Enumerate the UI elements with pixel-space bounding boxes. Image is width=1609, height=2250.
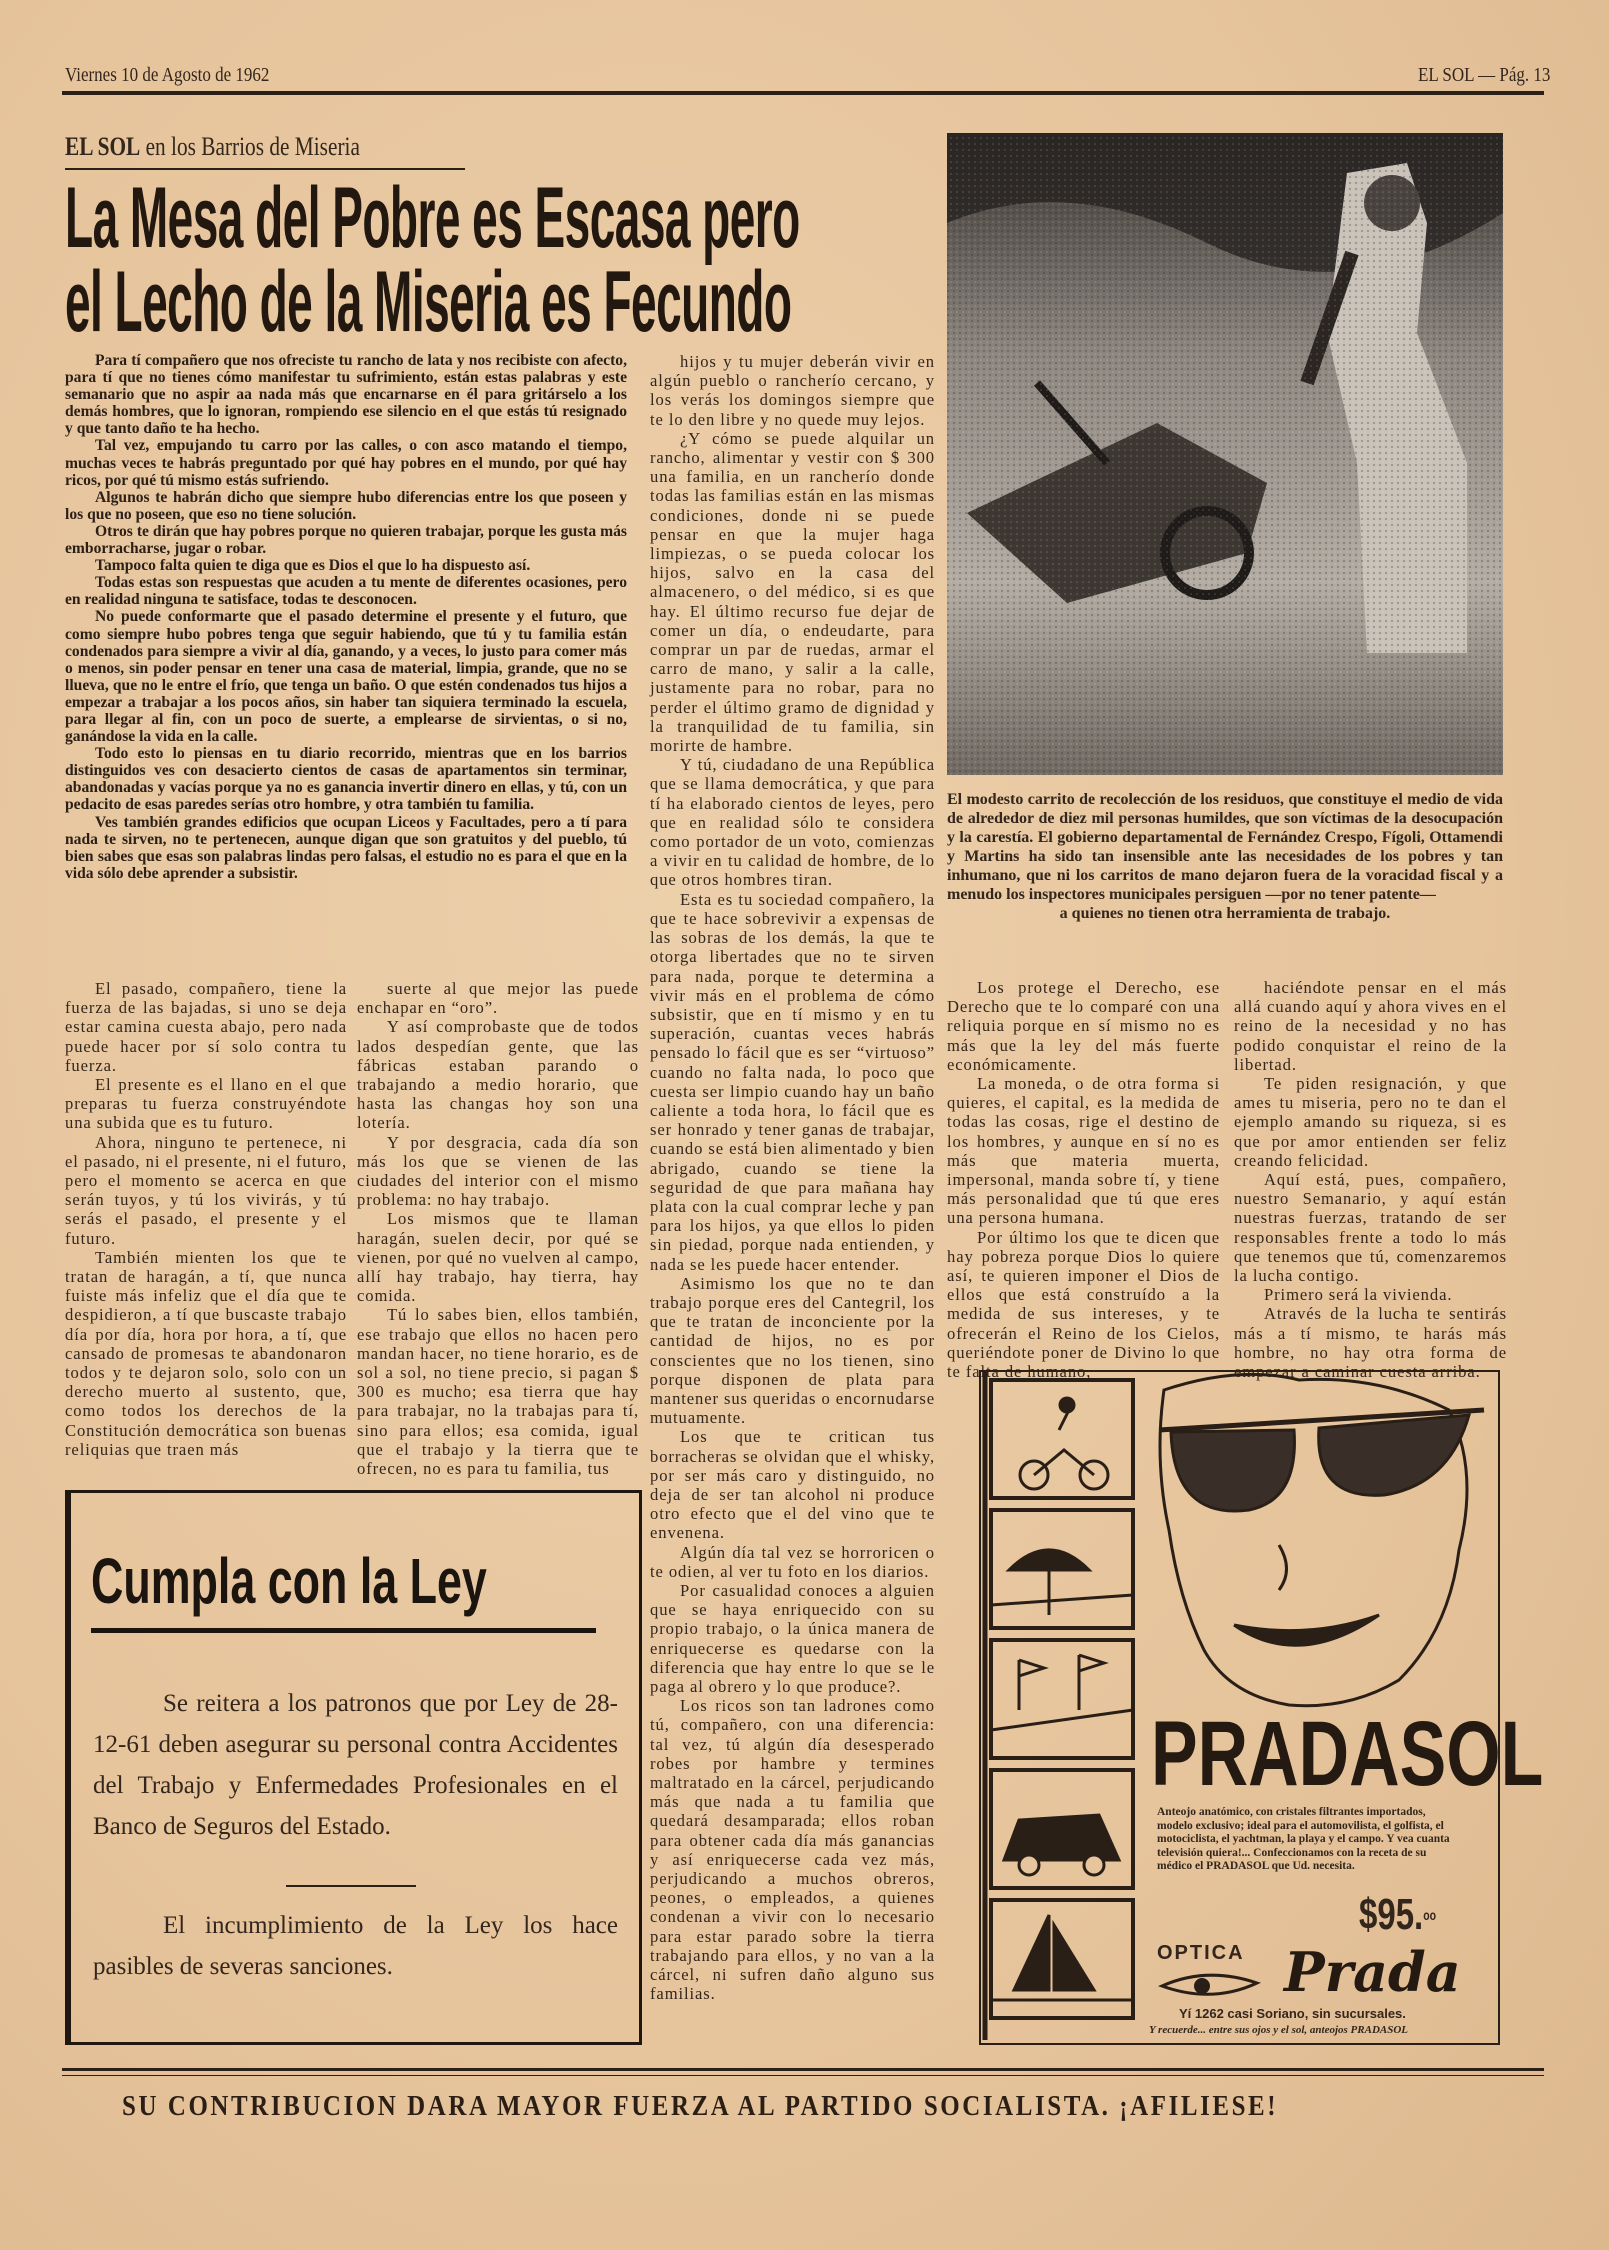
ad-price-value: $95. [1359,1890,1424,1939]
article-paragraph: Através de la lucha te sentirás más a tí mismo, te harás más hombre, no hay otra forma de empezar a caminar cuesta arriba. [1234,1304,1507,1382]
article-paragraph: Algún día tal vez se horroricen o te odien, al ver tu foto en los diarios. [650,1542,935,1581]
article-paragraph: Ves también grandes edificios que ocupan Liceos y Facultades, pero a tí para nada te sirven, no te pertenecen, aunque digan que son gratuitos y del pueblo, tú bien sabes que esas son palabras lindas pero falsas, el estudio no es para el que en la vida sólo debe aprender a subsistir. [65,813,627,882]
issue-date: Viernes 10 de Agosto de 1962 [65,64,270,86]
article-paragraph: Todo esto lo piensas en tu diario recorrido, mientras que en los barrios distinguidos ves con desacierto cientos de casas de apartamentos sin terminar, abandonadas y vacías porque ya no es ganancia invertir dinero en ellas, y tú, con un pedacito de esas paredes serías otro hombre, y otra también tu familia. [65,745,627,814]
thumbnail-car [991,1770,1133,1888]
kicker-brand: EL SOL [65,132,141,161]
eye-logo-icon [1157,1966,1267,2006]
headline-line-2: el Lecho de la Miseria es Fecundo [65,254,792,350]
photo-caption [947,790,1503,923]
article-column-5 [1234,978,1507,1382]
ad-price [1359,1892,1436,1938]
ad-price-cents: oo [1423,1907,1437,1923]
article-paragraph: Otros te dirán que hay pobres porque no quieren trabajar, porque les gusta más emborracharse, jugar o robar. [65,522,627,558]
party-slogan: SU CONTRIBUCION DARA MAYOR FUERZA AL PARTIDO SOCIALISTA. ¡AFILIESE! [122,2090,1279,2122]
article-paragraph: Los que te critican tus borracheras se olvidan que el whisky, por ser más caro y distinguido, no deja de ser tan alcohol ni produce otro efecto que el del vino que te envenena. [650,1427,935,1543]
notice-box [65,1490,642,2045]
section-kicker [65,132,360,162]
article-lead [65,352,627,970]
article-paragraph: Te piden resignación, y que ames tu miseria, pero no te dan el ejemplo amando su riqueza, si es que por amor entienden ser feliz creando felicidad. [1234,1074,1507,1170]
article-paragraph: La moneda, o de otra forma si quieres, el capital, es la medida de todas las cosas, rige el destino de los hombres, y aunque en sí no es más que materia muerta, impersonal, manda sobre tí, y tiene más personalidad que tú que eres una persona humana. [947,1074,1220,1228]
article-column-1 [65,979,347,1484]
kicker-text: en los Barrios de Miseria [140,132,360,161]
article-column-2 [357,979,639,1484]
face-with-sunglasses [1159,1374,1484,1705]
photo-caption-text: El modesto carrito de recolección de los residuos, que constituye el medio de vida de alrededor de diez mil personas humildes, que son víctimas de la desocupación y la carestía. El gobierno departamental de Fernández Crespo, Fígoli, Ottamendi y Martins ha sido tan insensible ante las necesidades de los pobres y tan inhumano, que ni los carritos de mano dejaron fuera de la voracidad fiscal y a menudo los inspectores municipales persiguen —por no tener patente— [947,791,1503,903]
article-paragraph: También mienten los que te tratan de haragán, a tí, que nunca fuiste más infeliz que el día que te despidieron, a tí que buscaste trabajo día por día, hora por hora, a tí, que cansado de promesas te abandonaron todos y te dejaron solo, solo con un derecho muerto al sustento, que, como todos los derechos de la Constitución democrática son buenas reliquias que traen más [65,1247,347,1459]
ad-tagline: Y recuerde... entre sus ojos y el sol, anteojos PRADASOL [1149,2024,1409,2036]
article-paragraph: Para tí compañero que nos ofreciste tu rancho de lata y nos recibiste con afecto, para tí que no tienes cómo manifestar tu sufrimiento, están estas palabras y este semanario que no aspir aa nada más que encarnarse en él para gritárselo a los demás hombres, que lo ignoran, rompiendo ese silencio en el que estás tú resignado y que tanto daño te ha hecho. [65,352,627,438]
header-rule [62,91,1544,95]
notice-paragraph-1 [93,1683,618,1847]
footer-rule-top [62,2068,1544,2071]
thumbnail-motorcyclist [991,1380,1133,1498]
photo-garbage-cart [947,133,1503,775]
article-paragraph: Los ricos son tan ladrones como tú, compañero, con una diferencia: tal vez, tú algún día desesperado robes por hambre y termines maltratado en la cárcel, perjudicando más que nada a tu familia que quedará desamparada; ellos roban para obtener cada día más ganancias y así enriquecerse cada vez más, perjudicando a muchos obreros, peones, o empleados, a quienes condenan a vivir con lo necesario para estar parado sobre la tierra trabajando para ellos, y no van a la cárcel, ni sufren daño alguno sus familias. [650,1696,935,2004]
article-paragraph: suerte al que mejor las puede enchapar en “oro”. [357,979,639,1018]
article-paragraph: El pasado, compañero, tiene la fuerza de las bajadas, si uno se deja estar camina cuesta abajo, pero nada puede hacer por sí solo contra tu fuerza. [65,979,347,1075]
article-paragraph: hijos y tu mujer deberán vivir en algún pueblo o rancherío cercano, y los verás los domingos siempre que te lo den libre y no quede muy lejos. [650,352,935,429]
article-column-4 [947,978,1220,1382]
notice-text: Se reitera a los patronos que por Ley de 28-12-61 deben asegurar su personal contra Accidentes del Trabajo y Enfermedades Profesionales en el Banco de Seguros del Estado. [93,1690,618,1840]
article-paragraph: Por último los que te dicen que hay pobreza porque Dios lo quiere así, te quieren imponer el Dios de ellos que está construído a la medida de sus intereses, y te ofrecerán el Reino de los Cielos, queriéndote poner de Divino lo que te falta de humano, [947,1227,1220,1382]
photo-image [947,133,1503,775]
article-paragraph: Tal vez, empujando tu carro por las calles, o con asco matando el tiempo, muchas veces te habrás preguntado por qué hay pobres en el mundo, por qué hay ricos, por qué tú mismo estás sufriendo. [65,437,627,489]
article-paragraph: Tampoco falta quien te diga que es Dios el que lo ha dispuesto así. [95,557,531,575]
ad-address: Yí 1262 casi Soriano, sin sucursales. [1179,2006,1406,2021]
article-paragraph: haciéndote pensar en el más allá cuando aquí y ahora vives en el reino de la necesidad y no has podido conquistar el reino de la libertad. [1234,978,1507,1074]
article-paragraph: Ahora, ninguno te pertenece, ni el pasado, ni el presente, ni el futuro, pero el momento se acerca en que serán tuyos, y tú los vivirás, y tú serás el pasado, el presente y el futuro. [65,1132,347,1248]
article-paragraph: Por casualidad conoces a alguien que se haya enriquecido con su propio trabajo, o la única manera de enriquecerse es quedarse con la diferencia que hay entre lo que se le paga al obrero y lo que produce?. [650,1581,935,1697]
optica-label: OPTICA [1157,1942,1245,1964]
article-paragraph: Algunos te habrán dicho que siempre hubo diferencias entre los que poseen y los que no poseen, que eso no tiene solución. [65,488,627,523]
ad-description: Anteojo anatómico, con cristales filtrantes importados, modelo exclusivo; ideal para el automovilista, el golfista, el motociclista, el yachtman, la playa y el campo. Y vea cuanta televisión quiera!... Confeccionamos con la receta de su médico el PRADASOL que Ud. necesita. [1157,1806,1450,1872]
article-paragraph: No puede conformarte que el pasado determine el presente y el futuro, que como siempre hubo pobres tenga que seguir habiendo, que tú y tu familia están condenados para siempre a vivir al día, ganando, y a veces, lo justo para comer más o menos, sin poder pensar en tener una casa de material, limpia, grande, que no se llueva, que no le entre el frío, que tenga un baño. O que estén condenados tus hijos a empezar a trabajar a los pocos años, sin haber tan siquiera terminado la escuela, para llegar al fin, con un poco de suerte, a emplearse de sirvientas, o si no, ganándose la vida en la calle. [65,608,627,746]
article-paragraph: Primero será la vivienda. [1264,1285,1453,1305]
footer-rule-bottom [62,2075,1544,2076]
optica-name: Prada [1284,1940,1461,2004]
page-reference: EL SOL — Pág. 13 [1418,64,1551,86]
article-paragraph: Y por desgracia, cada día son más los que se vienen de las ciudades del interior con el mismo problema: no hay trabajo. [357,1132,639,1210]
article-paragraph: Aquí está, pues, compañero, nuestro Semanario, y aquí están nuestras fuerzas, tratando de ser responsables frente a todo lo más que tenemos que tú, comenzaremos la lucha contigo. [1234,1170,1507,1286]
thumbnail-sailboat [991,1900,1133,2018]
ad-brand: PRADASOL [1151,1703,1544,1805]
thumbnail-beach [991,1510,1133,1628]
article-paragraph: Los mismos que te llaman haragán, suelen decir, por qué se vienen, por qué no vuelven al campo, allí hay trabajo, hay tierra, hay comida. [357,1209,639,1306]
article-paragraph: Asimismo los que no te dan trabajo porque eres del Cantegril, los que te tratan de inconciente por la cantidad de hijos, no es por conscientes que no los tienen, sino porque disponen de plata para mantener sus queridas o encornudarse mutuamente. [650,1273,935,1428]
notice-title-rule [91,1628,596,1633]
article-column-3 [650,352,935,2055]
notice-text: El incumplimiento de la Ley los hace pasibles de severas sanciones. [93,1912,618,1980]
headline-line-1: La Mesa del Pobre es Escasa pero [65,170,800,266]
article-paragraph: Los protege el Derecho, ese Derecho que te lo comparé con una reliquia porque en sí mismo no es más que la ley del más fuerte económicamente. [947,978,1220,1074]
article-paragraph: Esta es tu sociedad compañero, la que te hace sobrevivir a expensas de las sobras de los demás, la que te otorga libertades que no te sirven para nada, porque te determina a vivir más en el problema de cómo subsistir, que en tí mismo y en tu superación, cuantas veces habrás pensado lo fácil que es ser “virtuoso” cuando no falta nada, lo poco que cuesta ser limpio cuando hay un baño caliente a toda hora, lo fácil que es ser honrado y tener ganas de trabajar, cuando se está bien alimentado y bien abrigado, cuando se tiene la seguridad de que para mañana hay plata con la cual comprar leche y pan para los hijos, ya que ellos lo piden sin piedad, porque nada entienden, y nada se les puede hacer entender. [650,889,935,1274]
article-paragraph: El presente es el llano en el que preparas tu fuerza construyéndote una subida que es tu futuro. [65,1075,347,1133]
notice-title: Cumpla con la Ley [91,1545,487,1617]
article-paragraph: Y así comprobaste que de todos lados despedían gente, que las fábricas estaban parando o trabajando a medio horario, que hasta las changas hoy son una lotería. [357,1017,639,1133]
notice-paragraph-2 [93,1905,618,1987]
article-paragraph: Tú lo sabes bien, ellos también, ese trabajo que ellos no hacen pero mandan hacer, no tiene horario, es de sol a sol, no tiene precio, si pagan $ 300 es mucho; esa tierra que hay para trabajar, no la trabajas para tí, sino para ellos; esa comida, igual que el trabajo y la tierra que te ofrecen, no es para tu familia, tus [357,1305,639,1479]
pradasol-advertisement [979,1370,1544,2045]
article-paragraph: ¿Y cómo se puede alquilar un rancho, alimentar y vestir con $ 300 una familia, en un rancherío donde todas las familias están en las mismas condiciones, donde ni se puede pensar en que la mujer haga limpiezas, o se pueda colocar los hijos, salvo en la casa del almacenero, o del médico, si es que hay. El último recurso fue dejar de comer un día, o endeudarte, para comprar un par de ruedas, armar el carro de mano, y salir a la calle, justamente para no robar, para no perder el último gramo de dignidad y la tranquilidad de tu familia, sin morirte de hambre. [650,428,935,756]
photo-caption-last-line: a quienes no tienen otra herramienta de trabajo. [1059,905,1391,922]
notice-divider [286,1885,416,1887]
thumbnail-golf [991,1640,1133,1758]
article-paragraph: Y tú, ciudadano de una República que se llama democrática, y que para tí ha elaborado cientos de leyes, pero que en realidad sólo te considera como portador de un voto, comienzas a vivir en tu calidad de hombre, de lo que otros hombres tiran. [650,755,935,890]
article-paragraph: Todas estas son respuestas que acuden a tu mente de diferentes ocasiones, pero en realidad ninguna te satisface, todas te desconocen. [65,574,627,609]
